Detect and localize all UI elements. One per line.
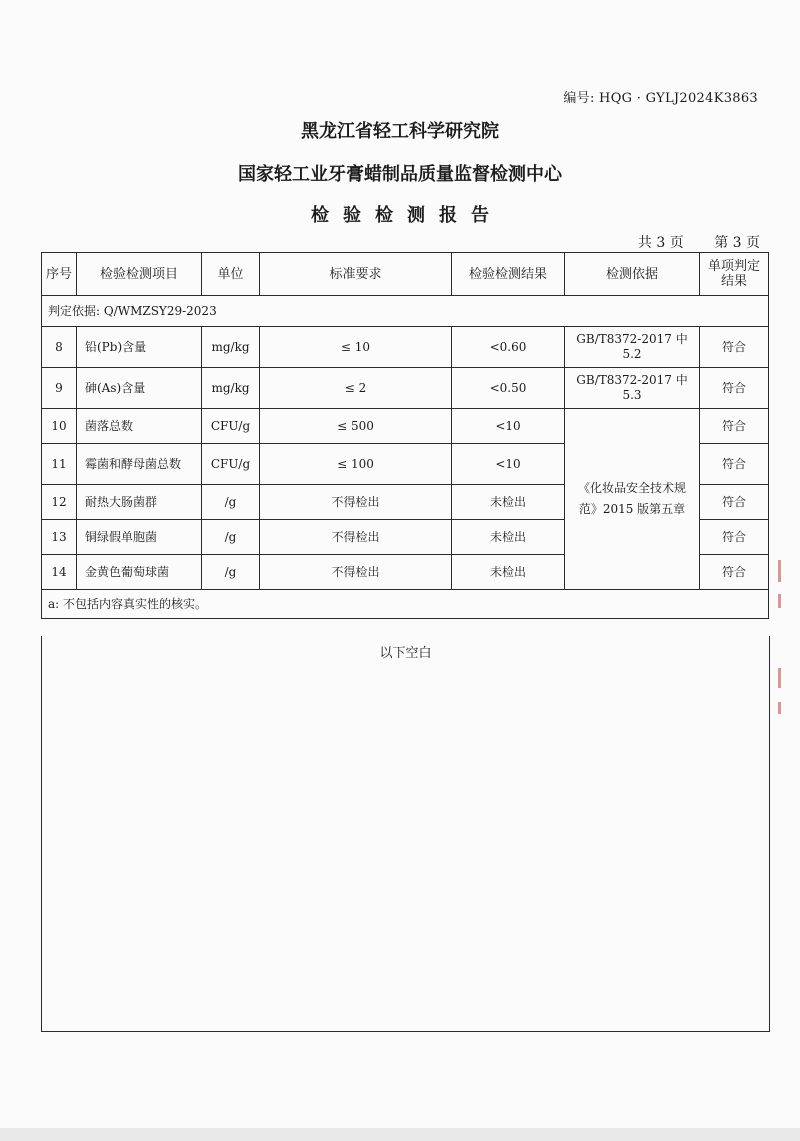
row-result: 未检出 (452, 555, 565, 590)
row-unit: mg/kg (202, 368, 260, 409)
table-row (42, 368, 769, 409)
seal-mark (778, 594, 781, 608)
blank-area (41, 636, 770, 1032)
center-name: 国家轻工业牙膏蜡制品质量监督检测中心 (238, 164, 562, 185)
row-result: 未检出 (452, 485, 565, 520)
row-requirement: ≤ 500 (260, 409, 452, 444)
row-no: 11 (42, 444, 77, 485)
row-result: <10 (452, 444, 565, 485)
row-item: 金黄色葡萄球菌 (77, 555, 202, 590)
row-unit: CFU/g (202, 409, 260, 444)
row-result: <0.60 (452, 327, 565, 368)
row-verdict: 符合 (700, 555, 769, 590)
row-unit: CFU/g (202, 444, 260, 485)
column-header-item: 检验检测项目 (77, 253, 202, 296)
inspection-table (41, 252, 769, 619)
row-unit: mg/kg (202, 327, 260, 368)
table-header-row (42, 253, 769, 296)
scan-bottom-edge (0, 1128, 800, 1141)
row-method: GB/T8372-2017 中 5.2 (565, 327, 700, 368)
row-verdict: 符合 (700, 327, 769, 368)
row-requirement: ≤ 2 (260, 368, 452, 409)
table-row (42, 409, 769, 444)
judgment-basis: 判定依据: Q/WMZSY29-2023 (42, 296, 769, 327)
row-unit: /g (202, 520, 260, 555)
footnote-row (42, 590, 769, 619)
row-no: 13 (42, 520, 77, 555)
column-header-result: 检验检测结果 (452, 253, 565, 296)
column-header-no: 序号 (42, 253, 77, 296)
column-header-verdict: 单项判定结果 (700, 253, 769, 296)
institute-name: 黑龙江省轻工科学研究院 (301, 121, 499, 142)
column-header-unit: 单位 (202, 253, 260, 296)
blank-label: 以下空白 (379, 646, 432, 661)
row-no: 10 (42, 409, 77, 444)
row-verdict: 符合 (700, 444, 769, 485)
row-item: 耐热大肠菌群 (77, 485, 202, 520)
row-verdict: 符合 (700, 409, 769, 444)
row-item: 铅(Pb)含量 (77, 327, 202, 368)
shared-method: 《化妆品安全技术规范》2015 版第五章 (565, 409, 700, 590)
row-no: 12 (42, 485, 77, 520)
footnote: a: 不包括内容真实性的核实。 (42, 590, 769, 619)
row-verdict: 符合 (700, 368, 769, 409)
report-number: 编号: HQG · GYLJ2024K3863 (563, 91, 758, 106)
seal-mark (778, 668, 781, 688)
row-item: 砷(As)含量 (77, 368, 202, 409)
page-current: 第 3 页 (714, 235, 760, 251)
row-no: 14 (42, 555, 77, 590)
row-unit: /g (202, 555, 260, 590)
row-item: 菌落总数 (77, 409, 202, 444)
row-requirement: 不得检出 (260, 520, 452, 555)
row-item: 铜绿假单胞菌 (77, 520, 202, 555)
seal-mark (778, 702, 781, 714)
seal-edge-marks (774, 560, 786, 720)
row-method: GB/T8372-2017 中 5.3 (565, 368, 700, 409)
row-item: 霉菌和酵母菌总数 (77, 444, 202, 485)
row-result: <0.50 (452, 368, 565, 409)
column-header-method: 检测依据 (565, 253, 700, 296)
row-no: 9 (42, 368, 77, 409)
row-unit: /g (202, 485, 260, 520)
row-verdict: 符合 (700, 485, 769, 520)
row-requirement: 不得检出 (260, 555, 452, 590)
row-result: <10 (452, 409, 565, 444)
page-total: 共 3 页 (637, 235, 684, 251)
row-verdict: 符合 (700, 520, 769, 555)
seal-mark (778, 560, 781, 582)
row-requirement: ≤ 100 (260, 444, 452, 485)
page-counter (626, 232, 760, 252)
column-header-requirement: 标准要求 (260, 253, 452, 296)
judgment-basis-row (42, 296, 769, 327)
row-requirement: ≤ 10 (260, 327, 452, 368)
report-title: 检验检测报告 (311, 205, 503, 226)
row-requirement: 不得检出 (260, 485, 452, 520)
row-no: 8 (42, 327, 77, 368)
row-result: 未检出 (452, 520, 565, 555)
table-row (42, 327, 769, 368)
